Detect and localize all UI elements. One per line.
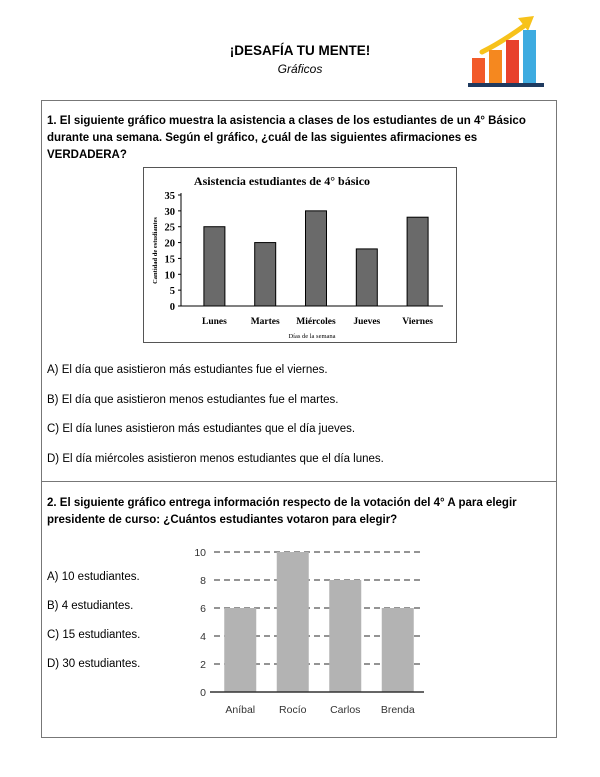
x-tick-label: Jueves (353, 317, 381, 327)
bar-martes (255, 243, 276, 306)
y-tick-label: 0 (169, 302, 175, 313)
attendance-chart (143, 167, 457, 343)
y-tick-label: 10 (164, 270, 175, 282)
q1-option-a[interactable]: A) El día que asistieron más estudiantes fue el viernes. (47, 364, 328, 376)
q2-option-d[interactable]: D) 30 estudiantes. (47, 658, 141, 670)
question-2-text: 2. El siguiente gráfico entrega información respecto de la votación del 4° A para elegir presidente de curso: ¿Cuántos estudiantes votaron para elegir? (47, 497, 517, 526)
page-subtitle: Gráficos (277, 62, 323, 76)
bar-lunes (204, 227, 225, 306)
votes-chart (178, 543, 438, 723)
x-tick-label: Aníbal (225, 704, 256, 716)
q1-option-d[interactable]: D) El día miércoles asistieron menos estudiantes que el día lunes. (47, 453, 384, 465)
y-tick-label: 8 (200, 575, 206, 587)
y-tick-label: 4 (200, 631, 206, 643)
q1-option-c[interactable]: C) El día lunes asistieron más estudiantes que el día jueves. (47, 423, 356, 435)
y-tick-label: 25 (164, 222, 175, 234)
bar-viernes (407, 217, 428, 306)
y-tick-label: 15 (164, 254, 175, 266)
y-tick-label: 5 (169, 286, 175, 298)
x-tick-label: Viernes (402, 317, 433, 327)
q2-option-a[interactable]: A) 10 estudiantes. (47, 571, 140, 583)
bar-carlos (329, 580, 361, 692)
y-tick-label: 20 (164, 238, 175, 250)
bar-chart-growth-icon (468, 12, 552, 88)
x-tick-label: Brenda (380, 704, 415, 716)
y-tick-label: 2 (200, 659, 206, 671)
x-tick-label: Miércoles (296, 317, 336, 327)
x-axis-label: Días de la semana (288, 333, 336, 340)
q2-option-b[interactable]: B) 4 estudiantes. (47, 600, 134, 612)
q2-option-c[interactable]: C) 15 estudiantes. (47, 629, 141, 641)
page-title: ¡DESAFÍA TU MENTE! (229, 43, 371, 58)
bar-aníbal (224, 608, 256, 692)
y-axis-label: Cantidad de estudiantes (152, 217, 159, 284)
y-tick-label: 10 (194, 547, 206, 559)
bar-miércoles (306, 211, 327, 306)
chart-title: Asistencia estudiantes de 4° básico (193, 174, 371, 188)
x-tick-label: Carlos (330, 704, 361, 716)
y-tick-label: 6 (200, 603, 206, 615)
question-1-text: 1. El siguiente gráfico muestra la asistencia a clases de los estudiantes de un 4° Básico durante una semana. Según el gráfico, ¿cuál de las siguientes afirmaciones es VERDADERA? (47, 115, 526, 161)
y-tick-label: 35 (164, 191, 175, 202)
bar-rocío (277, 552, 309, 692)
x-tick-label: Martes (250, 317, 280, 327)
bar-jueves (356, 249, 377, 306)
q1-option-b[interactable]: B) El día que asistieron menos estudiantes fue el martes. (47, 394, 339, 406)
x-tick-label: Rocío (279, 704, 307, 716)
y-tick-label: 0 (200, 687, 206, 699)
bar-brenda (382, 608, 414, 692)
y-tick-label: 30 (164, 206, 175, 218)
x-tick-label: Lunes (201, 317, 227, 327)
